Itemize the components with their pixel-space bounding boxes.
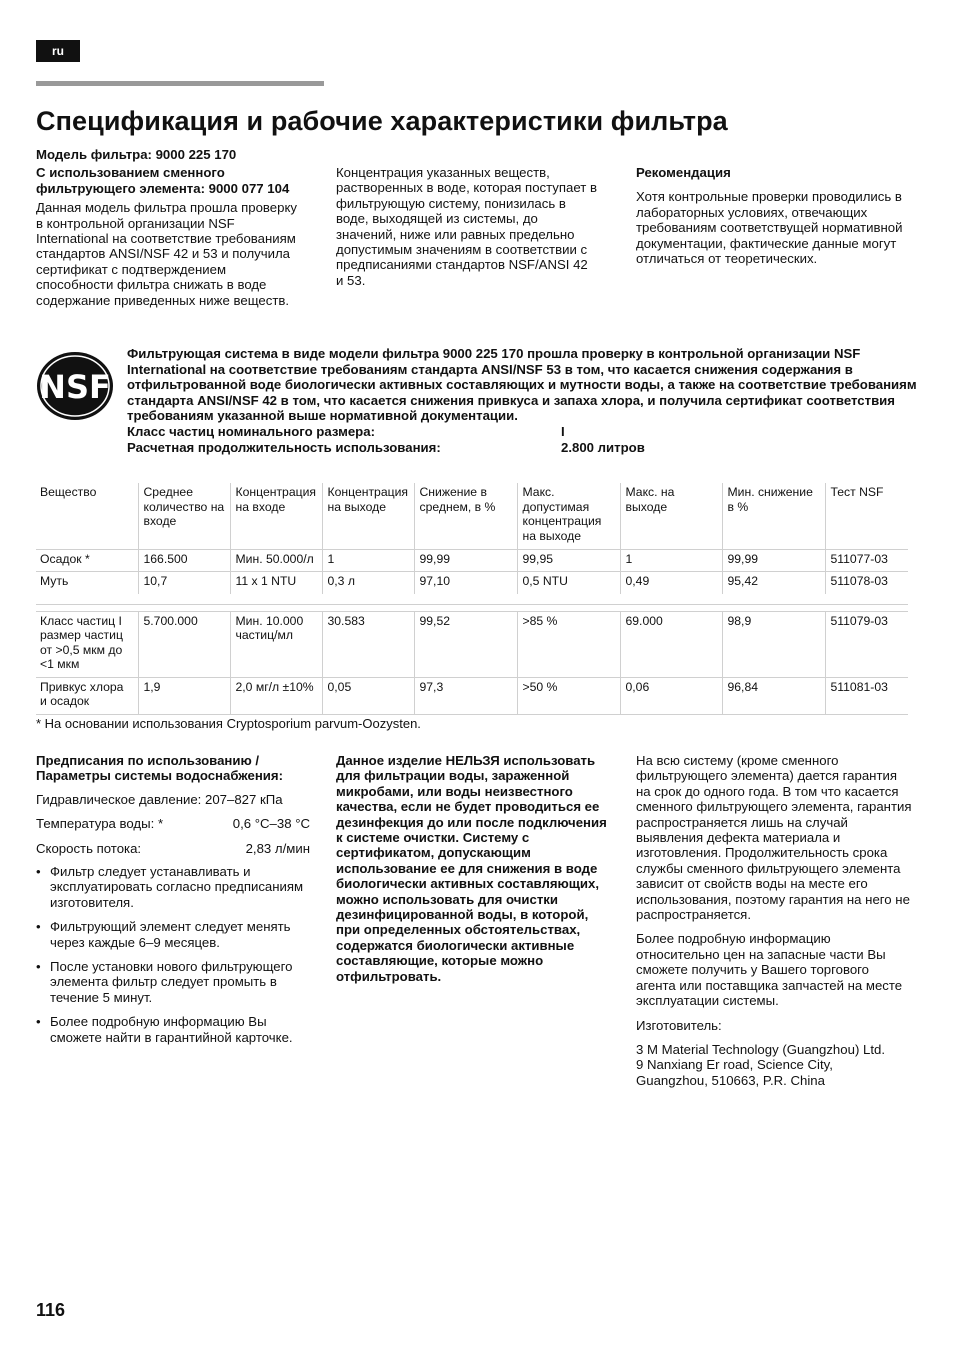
table-cell: 97,10 (414, 572, 517, 594)
table-cell: 30.583 (322, 611, 414, 677)
table-cell: Мин. 50.000/л (230, 549, 322, 572)
manufacturer-line: 9 Nanxiang Er road, Science City, (636, 1057, 833, 1073)
warning-column (336, 753, 608, 984)
table-cell: 99,99 (722, 549, 825, 572)
table-cell: 99,95 (517, 549, 620, 572)
table-row (36, 572, 908, 594)
table-cell: 69.000 (620, 611, 722, 677)
microbe-warning-text: Данное изделие НЕЛЬЗЯ использовать для фильтрации воды, зараженной микробами, или воды неизвестного качества, если не будет проводиться ее дезинфекция до или после подключения к системе очистки. Систему с сертификатом, допускающим использование ее для снижения в воде биологически активных составляющих, можно использовать для очистки дезинфицированной воды, в которой, при определенных обстоятельствах, содержатся биологически активные составляющие, которые можно отфильтровать. (336, 753, 607, 984)
table-cell: 511081-03 (825, 677, 908, 714)
manufacturer-line: 3 M Material Technology (Guangzhou) Ltd. (636, 1041, 885, 1057)
table-header-cell: Снижение в среднем, в % (414, 483, 517, 549)
page-title: Спецификация и рабочие характеристики фильтра (36, 106, 728, 136)
table-cell: 98,9 (722, 611, 825, 677)
table-header-row (36, 483, 908, 549)
table-cell: 511077-03 (825, 549, 908, 572)
nsf-logo-icon (36, 351, 114, 421)
filter-model: Модель фильтра: 9000 225 170 (36, 147, 237, 162)
table-cell: 99,52 (414, 611, 517, 677)
page-number: 116 (36, 1300, 66, 1320)
particle-class-label: Класс частиц номинального размера: (127, 423, 375, 439)
table-group-separator (36, 604, 908, 611)
usage-list (36, 864, 310, 1045)
table-footnote: * На основании использования Cryptosporium parvum-Oozysten. (36, 716, 421, 731)
warranty-text: На всю систему (кроме сменного фильтрующего элемента) дается гарантия на срок до одного года. В том что касается сменного фильтрующего элемента, гарантия распространяется лишь на случай выявления дефекта материала и изготовления. Продолжительность срока службы сменного фильтрующего элемента зависит от свойств воды на месте его использования, поэтому гарантия на него не распространяется. (636, 753, 912, 923)
concentration-text: Концентрация указанных веществ, растворенных в воде, которая поступает в фильтрующую систему, понизилась в воде, выходящей из системы, до значений, ниже или равных предельно допустимым значениям в соответствии с предписаниями стандартов NSF/ANSI 42 и 53. (336, 165, 597, 288)
warranty-column (636, 753, 912, 1088)
nsf-certification-text: Фильтрующая система в виде модели фильтра 9000 225 170 прошла проверку в контрольной организации NSF International на соответствие требованиям стандарта ANSI/NSF 53 в том, что касается снижения содержания в отфильтрованной воде биологически активных составляющих и мутности воды, а также на соответствие требованиям стандарта ANSI/NSF 42 в том, что касается снижения привкуса и запаха хлора, и получила сертификат соответствия требованиям указанной выше нормативной документации. (127, 346, 917, 424)
table-cell: 0,5 NTU (517, 572, 620, 594)
table-cell: 1,9 (138, 677, 230, 714)
table-cell: 5.700.000 (138, 611, 230, 677)
table-header-cell: Среднее количество на входе (138, 483, 230, 549)
table-cell: 97,3 (414, 677, 517, 714)
table-header-cell: Макс. допустимая концентрация на выходе (517, 483, 620, 549)
spare-parts-text: Более подробную информацию относительно цен на запасные части Вы сможете получить у Вашего торгового агента или поставщика запчастей на месте эксплуатации системы. (636, 931, 903, 1009)
table-cell: Мин. 10.000 частиц/мл (230, 611, 322, 677)
table-cell: Осадок * (36, 549, 138, 572)
service-life-value: 2.800 литров (561, 439, 645, 455)
list-item: • Фильтрующий элемент следует менять через каждые 6–9 месяцев. (36, 919, 310, 950)
table-cell: 511079-03 (825, 611, 908, 677)
table-header-cell: Макс. на выходе (620, 483, 722, 549)
flow-rate-value: 2,83 л/мин (245, 840, 310, 856)
recommendation-heading: Рекомендация (636, 165, 731, 180)
table-cell: 511078-03 (825, 572, 908, 594)
water-temp-value: 0,6 °C–38 °C (232, 816, 310, 832)
performance-table (36, 483, 908, 715)
table-header-cell: Концентрация на входе (230, 483, 322, 549)
particle-class-value: I (561, 423, 565, 439)
particle-class-row (127, 424, 917, 440)
table-row (36, 611, 908, 677)
flow-rate-label: Скорость потока: (36, 840, 142, 856)
table-cell: 166.500 (138, 549, 230, 572)
usage-heading: Предписания по использованию / Параметры системы водоснабжения: (36, 753, 283, 784)
table-cell: 10,7 (138, 572, 230, 594)
table-row (36, 549, 908, 572)
table-header-cell: Концентрация на выходе (322, 483, 414, 549)
table-cell: 96,84 (722, 677, 825, 714)
table-header-cell: Мин. снижение в % (722, 483, 825, 549)
usage-column (36, 753, 310, 1054)
manufacturer-label: Изготовитель: (636, 1017, 722, 1033)
list-item: • После установки нового фильтрующего элемента фильтр следует промыть в течение 5 минут. (36, 959, 310, 1005)
table-cell: 0,05 (322, 677, 414, 714)
table-cell: Привкус хлора и осадок (36, 677, 138, 714)
table-group-separator (36, 594, 908, 605)
table-cell: Класс частиц I размер частиц от >0,5 мкм до <1 мкм (36, 611, 138, 677)
table-cell: 2,0 мг/л ±10% (230, 677, 322, 714)
intro-column-2 (336, 165, 598, 288)
intro-column-3 (636, 165, 908, 266)
water-temp-row (36, 816, 310, 831)
cartridge-heading: С использованием сменного фильтрующего элемента: 9000 077 104 (36, 165, 290, 196)
service-life-label: Расчетная продолжительность использования: (127, 439, 441, 455)
list-item: • Фильтр следует устанавливать и эксплуатировать согласно предписаниям изготовителя. (36, 864, 310, 910)
table-cell: 1 (620, 549, 722, 572)
table-cell: >50 % (517, 677, 620, 714)
table-cell: 95,42 (722, 572, 825, 594)
service-life-row (127, 440, 917, 456)
table-cell: 11 x 1 NTU (230, 572, 322, 594)
certification-text: Данная модель фильтра прошла проверку в контрольной организации NSF International на соответствие требованиям стандартов ANSI/NSF 42 и 53 и получила сертификат с подтверждением способности фильтра снижать в воде содержание приведенных ниже веществ. (36, 200, 297, 308)
table-cell: 1 (322, 549, 414, 572)
table-cell: Муть (40, 574, 69, 588)
table-cell: 0,06 (620, 677, 722, 714)
table-cell: 0,49 (620, 572, 722, 594)
flow-rate-row (36, 841, 310, 856)
table-cell: >85 % (517, 611, 620, 677)
recommendation-text: Хотя контрольные проверки проводились в лабораторных условиях, отвечающих требованиям соответствущей нормативной документации, фактические данные могут отличаться от теоретических. (636, 189, 903, 267)
intro-column-1 (36, 147, 298, 308)
list-item: • Более подробную информацию Вы сможете найти в гарантийной карточке. (36, 1014, 310, 1045)
header-rule (36, 81, 324, 86)
pressure-line: Гидравлическое давление: 207–827 кПа (36, 791, 283, 807)
manufacturer-line: Guangzhou, 510663, P.R. China (636, 1072, 825, 1088)
water-temp-label: Температура воды: * (36, 816, 164, 832)
table-header-cell: Тест NSF (825, 483, 908, 549)
table-row (36, 677, 908, 714)
table-cell: 0,3 л (322, 572, 414, 594)
table-header-cell: Вещество (36, 483, 138, 549)
nsf-logo-text: NSF (39, 368, 111, 406)
table-cell: 99,99 (414, 549, 517, 572)
nsf-certification-block (127, 346, 917, 455)
language-tab: ru (36, 40, 80, 62)
